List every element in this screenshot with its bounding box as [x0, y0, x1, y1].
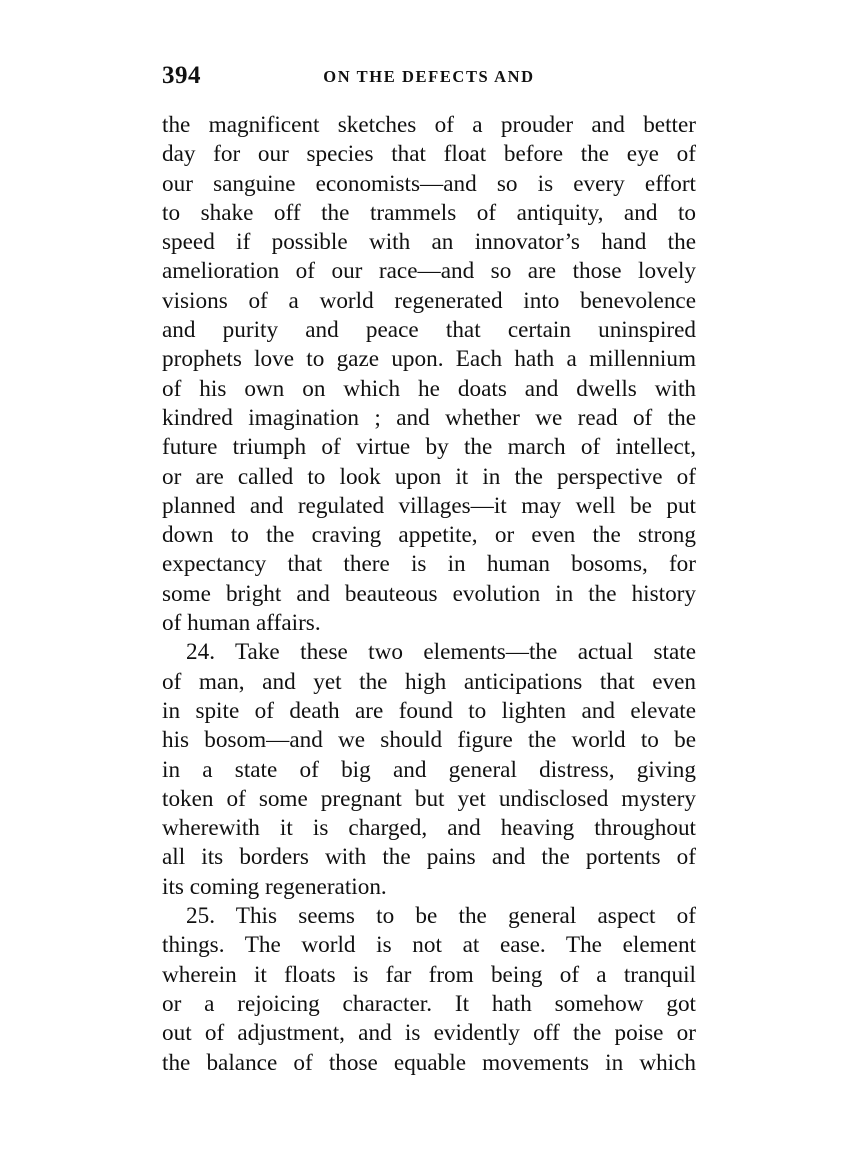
text-line: of human affairs.	[162, 610, 321, 637]
paragraph-start-line: 24. Take these two elements—the actual state	[186, 639, 696, 666]
text-line: our sanguine economists—and so is every effort	[162, 170, 696, 197]
text-line: wherewith it is charged, and heaving throughout	[162, 815, 696, 842]
text-line: out of adjustment, and is evidently off the poise or	[162, 1020, 696, 1047]
text-line: in spite of death are found to lighten and elevate	[162, 697, 696, 724]
text-line: expectancy that there is in human bosoms, for	[162, 551, 696, 578]
text-line: future triumph of virtue by the march of intellect,	[162, 434, 696, 461]
text-line: down to the craving appetite, or even the strong	[162, 522, 696, 549]
body-text	[162, 111, 696, 1078]
text-line: token of some pregnant but yet undisclosed mystery	[162, 785, 696, 812]
text-line: the balance of those equable movements in which	[162, 1049, 696, 1076]
page-number: 394	[162, 62, 201, 89]
text-line: planned and regulated villages—it may well be put	[162, 492, 696, 519]
text-line: and purity and peace that certain uninspired	[162, 317, 696, 344]
text-line: kindred imagination ; and whether we read of the	[162, 404, 696, 431]
text-line: or a rejoicing character. It hath somehow got	[162, 990, 696, 1017]
text-line: the magnificent sketches of a prouder and better	[162, 112, 696, 138]
text-line: of man, and yet the high anticipations that even	[162, 668, 696, 695]
text-line: its coming regeneration.	[162, 873, 387, 900]
text-line: in a state of big and general distress, giving	[162, 756, 696, 783]
text-line: his bosom—and we should figure the world to be	[162, 727, 696, 754]
text-line: amelioration of our race—and so are those lovely	[162, 258, 696, 285]
running-title: ON THE DEFECTS AND	[323, 67, 535, 86]
paragraph-start-line: 25. This seems to be the general aspect of	[186, 903, 696, 930]
text-line: speed if possible with an innovator’s hand the	[162, 229, 696, 256]
text-line: to shake off the trammels of antiquity, and to	[162, 199, 696, 226]
text-line: things. The world is not at ease. The element	[162, 932, 696, 959]
text-line: of his own on which he doats and dwells with	[162, 375, 696, 402]
text-line: wherein it floats is far from being of a tranquil	[162, 961, 696, 988]
text-line: visions of a world regenerated into benevolence	[162, 287, 696, 314]
text-line: all its borders with the pains and the portents of	[162, 844, 696, 871]
text-line: or are called to look upon it in the perspective of	[162, 463, 696, 490]
text-line: some bright and beauteous evolution in the history	[162, 580, 696, 607]
text-line: day for our species that float before the eye of	[162, 141, 696, 168]
running-header	[162, 62, 696, 92]
text-line: prophets love to gaze upon. Each hath a millennium	[162, 346, 696, 373]
